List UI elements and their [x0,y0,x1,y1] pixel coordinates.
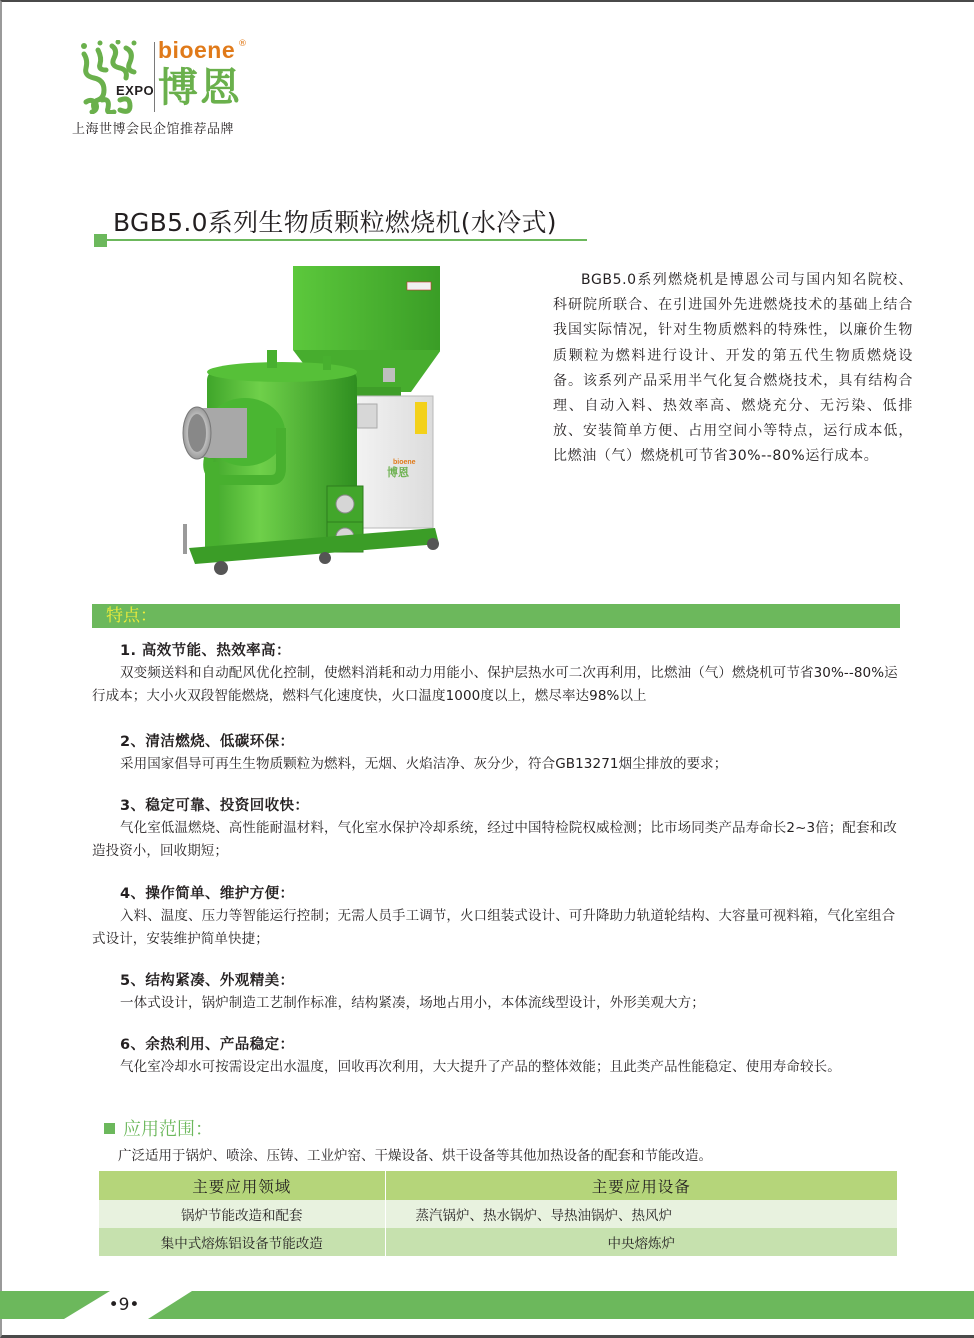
features-banner-label: 特点： [106,606,157,626]
expo-word: EXPO [116,83,155,98]
application-table [99,1171,897,1256]
feature-item [92,883,902,951]
brand-name-cn: 博恩 [158,65,242,111]
brand-name-en: bioene [158,37,236,63]
features-banner [92,604,900,628]
brand-logo [72,36,262,136]
registered-mark-icon: ® [238,39,247,49]
application-heading-label: 应用范围： [123,1119,213,1140]
feature-body: 入料、温度、压力等智能运行控制；无需人员手工调节，火口组装式设计、可升降助力轨道轮结构、大容量可视料箱，气化室组合式设计，安装维护简单快捷； [92,908,896,947]
feature-heading: 5、结构紧凑、外观精美： [120,973,295,989]
logo-divider [154,42,155,112]
feature-body: 双变频送料和自动配风优化控制，使燃料消耗和动力用能小、保护层热水可二次再利用，比燃油（气）燃烧机可节省30%--80%运行成本；大小火双段智能燃烧，燃料气化速度快，火口温度1000度以上，燃尽率达98%以上 [92,665,898,704]
biomass-burner-product-image [175,262,440,582]
svg-text:bioene: bioene [393,459,416,466]
table-cell: 中央熔炼炉 [385,1228,897,1256]
feature-body: 一体式设计，锅炉制造工艺制作标准，结构紧凑，场地占用小，本体流线型设计，外形美观大方； [120,995,705,1011]
column-header: 主要应用领域 [99,1171,385,1200]
footer-band [0,1291,974,1319]
feature-heading: 2、清洁燃烧、低碳环保： [120,734,295,750]
feature-body: 气化室低温燃烧、高性能耐温材料，气化室水保护冷却系统，经过中国特检院权威检测；比市场同类产品寿命长2~3倍；配套和改造投资小，回收期短； [92,820,897,859]
feature-body: 气化室冷却水可按需设定出水温度，回收再次利用，大大提升了产品的整体效能；且此类产品性能稳定、使用寿命较长。 [120,1059,841,1075]
feature-item [92,1034,902,1079]
table-row [99,1228,897,1256]
table-header-row [99,1171,897,1200]
expo-2010-emblem-icon [78,40,148,114]
brand-tagline: 上海世博会民企馆推荐品牌 [72,122,235,137]
column-header: 主要应用设备 [385,1171,897,1200]
feature-heading: 3、稳定可靠、投资回收快： [120,798,310,814]
svg-text:博恩: 博恩 [387,466,409,479]
feature-heading: 4、操作简单、维护方便： [120,886,295,902]
intro-text: BGB5.0系列燃烧机是博恩公司与国内知名院校、科研院所联合、在引进国外先进燃烧技术的基础上结合我国实际情况，针对生物质燃料的特殊性，以廉价生物质颗粒为燃料进行设计、开发的第五代生物质燃烧设备。该系列产品采用半气化复合燃烧技术，具有结构合理、自动入料、热效率高、燃烧充分、无污染、低排放、安装简单方便、占用空间小等特点，运行成本低，比燃油（气）燃烧机可节省30%--80%运行成本。 [553,272,913,465]
feature-item [92,731,902,776]
feature-body: 采用国家倡导可再生生物质颗粒为燃料，无烟、火焰洁净、灰分少，符合GB13271烟尘排放的要求； [120,756,728,772]
feature-item [92,640,902,708]
feature-item [92,970,902,1015]
table-cell: 锅炉节能改造和配套 [99,1200,385,1228]
title-underline [102,239,587,241]
square-bullet-icon [104,1123,115,1134]
feature-item [92,795,902,863]
product-intro [553,268,913,470]
table-cell: 蒸汽锅炉、热水锅炉、导热油锅炉、热风炉 [385,1200,897,1228]
feature-heading: 6、余热利用、产品稳定： [120,1037,295,1053]
page-number: •9• [108,1295,140,1315]
table-cell: 集中式熔炼铝设备节能改造 [99,1228,385,1256]
product-title: BGB5.0系列生物质颗粒燃烧机(水冷式) [113,208,557,237]
table-row [99,1200,897,1228]
application-description: 广泛适用于锅炉、喷涂、压铸、工业炉窑、干燥设备、烘干设备等其他加热设备的配套和节能改造。 [118,1148,712,1164]
application-heading [104,1117,213,1143]
feature-heading: 1. 高效节能、热效率高： [120,643,291,659]
